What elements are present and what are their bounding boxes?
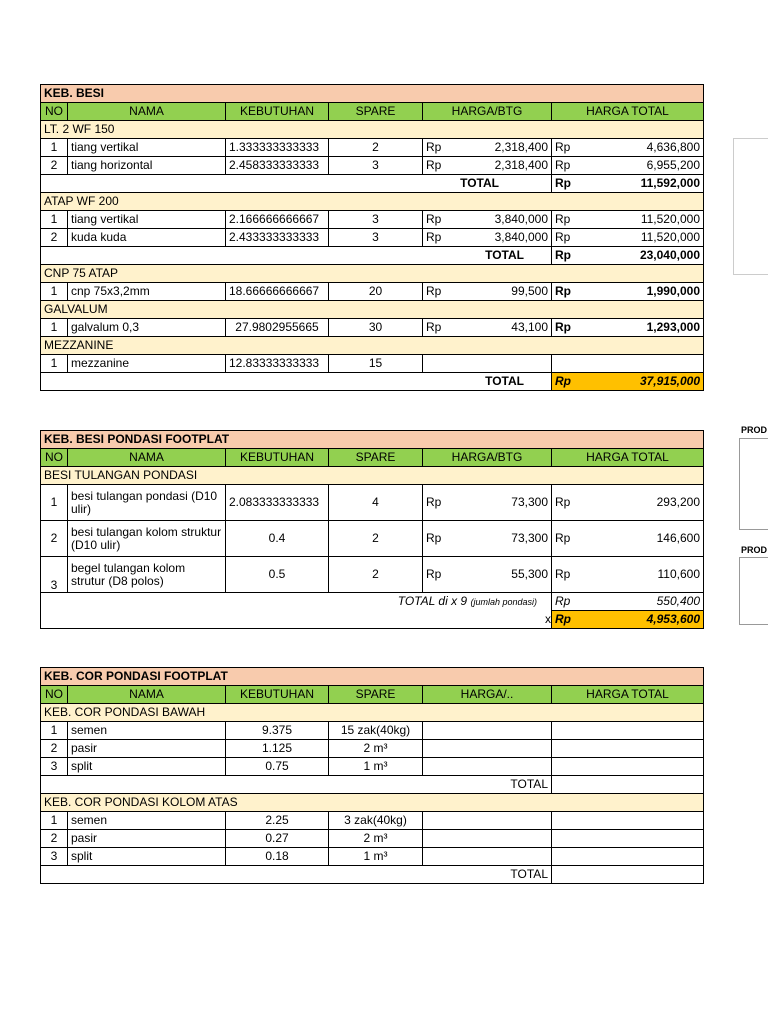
cell-no: 3 — [41, 848, 68, 866]
cell-currency: Rp — [423, 157, 461, 175]
cell-currency: Rp — [552, 283, 588, 301]
cell-spare: 15 zak(40kg) — [329, 722, 423, 740]
grand-total-row — [41, 611, 704, 629]
cell-kebutuhan: 0.18 — [226, 848, 329, 866]
cell-nama: besi tulangan pondasi (D10 ulir) — [68, 485, 226, 521]
cell-total — [552, 355, 704, 373]
subtotal-value: 550,400 — [588, 593, 704, 611]
cell-nama: tiang vertikal — [68, 211, 226, 229]
subtotal-row — [41, 593, 704, 611]
cell-total — [552, 758, 704, 776]
section-label: KEB. COR PONDASI BAWAH — [41, 704, 704, 722]
section-label: BESI TULANGAN PONDASI — [41, 467, 704, 485]
subtotal-label: TOTAL — [41, 776, 552, 794]
col-header: KEBUTUHAN — [226, 449, 329, 467]
cropped-sheet-fragment — [733, 138, 768, 275]
cell-nama: pasir — [68, 740, 226, 758]
cell-nama: begel tulangan kolom strutur (D8 polos) — [68, 557, 226, 593]
cell-harga — [423, 355, 552, 373]
col-header: HARGA TOTAL — [552, 103, 704, 121]
col-header: NAMA — [68, 686, 226, 704]
cell-harga — [423, 722, 552, 740]
cell-total — [552, 830, 704, 848]
cell-no: 1 — [41, 355, 68, 373]
cell-currency: Rp — [552, 373, 588, 391]
cell-kebutuhan: 1.333333333333 — [226, 139, 329, 157]
cell-harga — [423, 848, 552, 866]
cell-harga — [423, 812, 552, 830]
table-keb-besi — [40, 84, 704, 391]
cell-no: 1 — [41, 139, 68, 157]
cell-currency: Rp — [423, 485, 461, 521]
grand-total-value: 4,953,600 — [588, 611, 704, 629]
cell-nama: kuda kuda — [68, 229, 226, 247]
table-row — [41, 722, 704, 740]
cell-spare: 2 — [329, 521, 423, 557]
table-title: KEB. BESI — [41, 85, 704, 103]
cell-no: 1 — [41, 722, 68, 740]
cell-currency: Rp — [552, 211, 588, 229]
cropped-sheet-fragment — [739, 438, 768, 530]
cell-total: 11,520,000 — [588, 229, 704, 247]
table-row — [41, 758, 704, 776]
cell-harga: 55,300 — [461, 557, 552, 593]
cell-spare: 2 m³ — [329, 740, 423, 758]
cell-kebutuhan: 0.4 — [226, 521, 329, 557]
cell-nama: semen — [68, 812, 226, 830]
cell-currency: Rp — [423, 557, 461, 593]
cell-total: 110,600 — [588, 557, 704, 593]
table-row — [41, 812, 704, 830]
cell-total: 146,600 — [588, 521, 704, 557]
table-row — [41, 319, 704, 337]
subtotal-value — [552, 776, 704, 794]
table-row — [41, 283, 704, 301]
col-header: SPARE — [329, 103, 423, 121]
cell-total: 6,955,200 — [588, 157, 704, 175]
cell-currency: Rp — [552, 229, 588, 247]
cell-currency: Rp — [552, 175, 588, 193]
col-header: HARGA/BTG — [423, 103, 552, 121]
subtotal-label: TOTAL — [41, 175, 552, 193]
cell-total: 4,636,800 — [588, 139, 704, 157]
cell-no: 1 — [41, 485, 68, 521]
table-row — [41, 229, 704, 247]
cell-harga: 3,840,000 — [461, 229, 552, 247]
cell-no: 2 — [41, 830, 68, 848]
col-header: SPARE — [329, 686, 423, 704]
col-header: NO — [41, 103, 68, 121]
cell-kebutuhan: 0.5 — [226, 557, 329, 593]
table-row — [41, 557, 704, 593]
table-row — [41, 485, 704, 521]
cell-spare: 4 — [329, 485, 423, 521]
cell-currency: Rp — [423, 521, 461, 557]
cell-total: 11,520,000 — [588, 211, 704, 229]
col-header: NO — [41, 449, 68, 467]
col-header: NAMA — [68, 449, 226, 467]
cell-spare: 2 — [329, 557, 423, 593]
subtotal-value: 23,040,000 — [588, 247, 704, 265]
cell-nama: split — [68, 758, 226, 776]
cell-nama: cnp 75x3,2mm — [68, 283, 226, 301]
cell-harga: 99,500 — [461, 283, 552, 301]
cell-kebutuhan: 2.25 — [226, 812, 329, 830]
cell-currency: Rp — [552, 247, 588, 265]
cell-kebutuhan: 12.83333333333 — [226, 355, 329, 373]
col-header: HARGA/BTG — [423, 449, 552, 467]
cell-currency: Rp — [552, 557, 588, 593]
col-header: SPARE — [329, 449, 423, 467]
cell-no: 2 — [41, 521, 68, 557]
cell-harga: 3,840,000 — [461, 211, 552, 229]
cell-total — [552, 848, 704, 866]
col-header: NAMA — [68, 103, 226, 121]
cell-spare: 30 — [329, 319, 423, 337]
grand-total-mark: x — [41, 611, 552, 629]
grand-total-value: 37,915,000 — [588, 373, 704, 391]
cell-harga: 2,318,400 — [461, 139, 552, 157]
subtotal-label: TOTAL — [41, 247, 552, 265]
col-header: NO — [41, 686, 68, 704]
subtotal-label — [41, 593, 552, 611]
cell-total: 1,990,000 — [588, 283, 704, 301]
cell-spare: 3 — [329, 229, 423, 247]
cell-currency: Rp — [552, 319, 588, 337]
cell-spare: 2 — [329, 139, 423, 157]
cell-currency: Rp — [552, 157, 588, 175]
cell-nama: split — [68, 848, 226, 866]
grand-total-row — [41, 373, 704, 391]
subtotal-note: (jumlah pondasi) — [470, 596, 537, 607]
cell-currency: Rp — [423, 211, 461, 229]
cropped-label: PROD — [741, 425, 768, 435]
subtotal-value — [552, 866, 704, 884]
table-title: KEB. BESI PONDASI FOOTPLAT — [41, 431, 704, 449]
cell-kebutuhan: 2.433333333333 — [226, 229, 329, 247]
cell-harga — [423, 830, 552, 848]
table-row — [41, 740, 704, 758]
cell-nama: mezzanine — [68, 355, 226, 373]
cell-no: 2 — [41, 157, 68, 175]
table-row — [41, 157, 704, 175]
cell-total — [552, 812, 704, 830]
cell-total: 1,293,000 — [588, 319, 704, 337]
subtotal-label: TOTAL — [41, 866, 552, 884]
header-row — [41, 686, 704, 704]
header-row — [41, 103, 704, 121]
section-label: GALVALUM — [41, 301, 704, 319]
cell-harga: 43,100 — [461, 319, 552, 337]
table-title: KEB. COR PONDASI FOOTPLAT — [41, 668, 704, 686]
cell-harga: 73,300 — [461, 485, 552, 521]
cell-nama: galvalum 0,3 — [68, 319, 226, 337]
section-label: CNP 75 ATAP — [41, 265, 704, 283]
cell-currency: Rp — [423, 283, 461, 301]
cell-kebutuhan: 9.375 — [226, 722, 329, 740]
table-cor-pondasi-footplat — [40, 667, 704, 884]
col-header: KEBUTUHAN — [226, 686, 329, 704]
table-row — [41, 830, 704, 848]
cell-spare: 3 zak(40kg) — [329, 812, 423, 830]
cell-spare: 15 — [329, 355, 423, 373]
cell-currency: Rp — [552, 485, 588, 521]
cell-total — [552, 740, 704, 758]
cell-total: 293,200 — [588, 485, 704, 521]
cell-spare: 3 — [329, 211, 423, 229]
cell-nama: tiang horizontal — [68, 157, 226, 175]
col-header: HARGA TOTAL — [552, 686, 704, 704]
cell-harga: 73,300 — [461, 521, 552, 557]
cell-currency: Rp — [552, 521, 588, 557]
subtotal-row — [41, 175, 704, 193]
header-row — [41, 449, 704, 467]
cropped-label: PROD — [741, 545, 768, 555]
section-label: MEZZANINE — [41, 337, 704, 355]
cell-harga: 2,318,400 — [461, 157, 552, 175]
subtotal-row — [41, 776, 704, 794]
cell-kebutuhan: 2.083333333333 — [226, 485, 329, 521]
cropped-sheet-fragment — [739, 557, 768, 625]
table-row — [41, 848, 704, 866]
cell-currency: Rp — [423, 319, 461, 337]
cell-nama: pasir — [68, 830, 226, 848]
cell-nama: semen — [68, 722, 226, 740]
cell-no: 2 — [41, 740, 68, 758]
cell-currency: Rp — [423, 139, 461, 157]
table-row — [41, 355, 704, 373]
cell-no: 3 — [41, 557, 68, 593]
cell-currency: Rp — [552, 139, 588, 157]
cell-kebutuhan: 0.75 — [226, 758, 329, 776]
cell-spare: 20 — [329, 283, 423, 301]
cell-currency: Rp — [552, 593, 588, 611]
cell-currency: Rp — [552, 611, 588, 629]
cell-no: 3 — [41, 758, 68, 776]
table-besi-pondasi-footplat — [40, 430, 704, 629]
grand-total-label: TOTAL — [41, 373, 552, 391]
section-label: ATAP WF 200 — [41, 193, 704, 211]
cell-spare: 3 — [329, 157, 423, 175]
cell-kebutuhan: 2.166666666667 — [226, 211, 329, 229]
cell-no: 1 — [41, 319, 68, 337]
subtotal-value: 11,592,000 — [588, 175, 704, 193]
subtotal-row — [41, 247, 704, 265]
cell-spare: 1 m³ — [329, 848, 423, 866]
cell-kebutuhan: 27.9802955665 — [226, 319, 329, 337]
section-label: KEB. COR PONDASI KOLOM ATAS — [41, 794, 704, 812]
cell-spare: 1 m³ — [329, 758, 423, 776]
col-header: KEBUTUHAN — [226, 103, 329, 121]
cell-no: 1 — [41, 283, 68, 301]
cell-currency: Rp — [423, 229, 461, 247]
table-row — [41, 211, 704, 229]
cell-kebutuhan: 2.458333333333 — [226, 157, 329, 175]
cell-nama: tiang vertikal — [68, 139, 226, 157]
col-header: HARGA/.. — [423, 686, 552, 704]
cell-kebutuhan: 0.27 — [226, 830, 329, 848]
section-label: LT. 2 WF 150 — [41, 121, 704, 139]
subtotal-row — [41, 866, 704, 884]
table-row — [41, 521, 704, 557]
cell-no: 1 — [41, 211, 68, 229]
col-header: HARGA TOTAL — [552, 449, 704, 467]
cell-kebutuhan: 1.125 — [226, 740, 329, 758]
table-row — [41, 139, 704, 157]
cell-nama: besi tulangan kolom struktur (D10 ulir) — [68, 521, 226, 557]
cell-harga — [423, 740, 552, 758]
cell-harga — [423, 758, 552, 776]
cell-kebutuhan: 18.66666666667 — [226, 283, 329, 301]
cell-no: 2 — [41, 229, 68, 247]
cell-total — [552, 722, 704, 740]
cell-no: 1 — [41, 812, 68, 830]
subtotal-label-text: TOTAL di x 9 — [397, 593, 468, 608]
cell-spare: 2 m³ — [329, 830, 423, 848]
